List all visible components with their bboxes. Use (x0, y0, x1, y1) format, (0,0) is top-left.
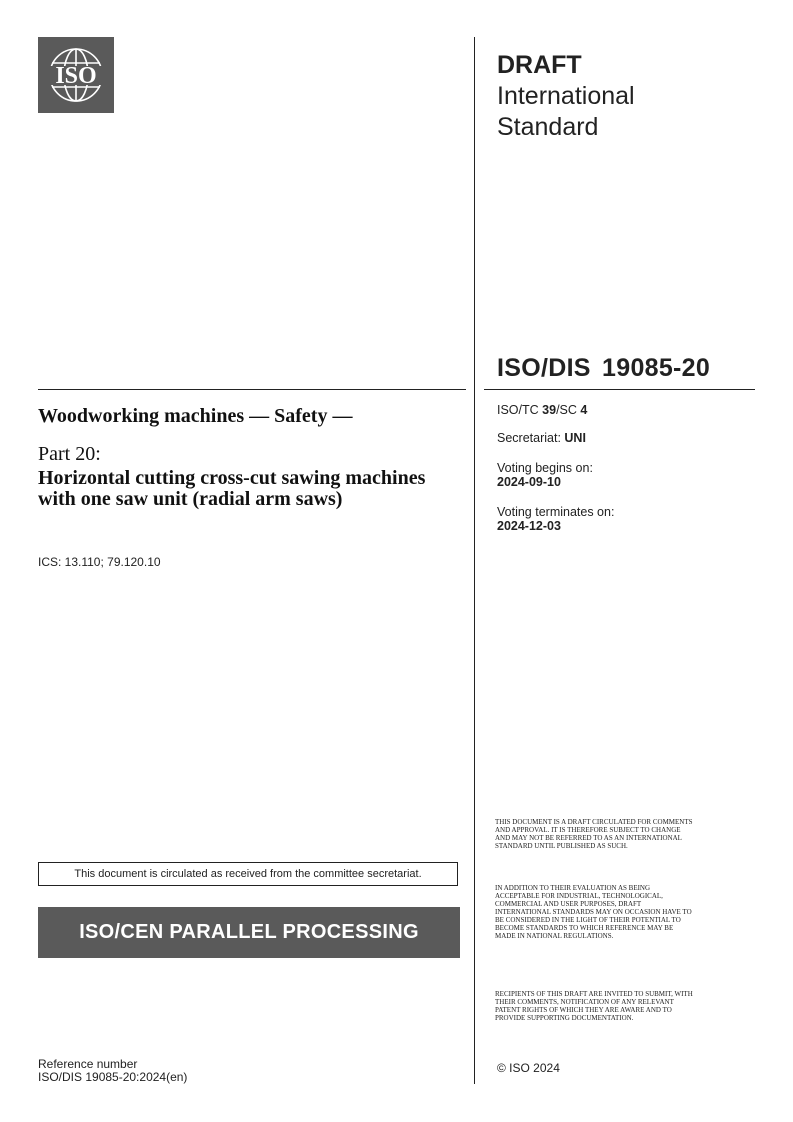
main-title: Woodworking machines — Safety — (38, 405, 353, 427)
iso-globe-icon (38, 37, 114, 113)
part-title: Horizontal cutting cross-cut sawing machines with one saw unit (radial arm saws) (38, 467, 426, 510)
parallel-processing-banner: ISO/CEN PARALLEL PROCESSING (38, 907, 460, 958)
voting-begins-date: 2024-09-10 (497, 475, 561, 489)
reference-label: Reference number (38, 1057, 138, 1071)
disclaimer-paragraph-2: IN ADDITION TO THEIR EVALUATION AS BEING ACCEPTABLE FOR INDUSTRIAL, TECHNOLOGICAL, COMMERCIAL AND USER PURPOSES, DRAFT INTERNATIONAL STANDARDS MAY ON OCCASION HAVE TO BE CONSIDERED IN THE LIGHT OF THEIR POTENTIAL TO BECOME STANDARDS TO WHICH REFERENCE MAY BE MADE IN NATIONAL REGULATIONS. (495, 884, 692, 940)
voting-terminates (497, 505, 614, 533)
committee-prefix: ISO/TC (497, 403, 543, 417)
title-rule-right (484, 389, 755, 390)
draft-label: DRAFT (497, 51, 582, 79)
voting-terminates-label: Voting terminates on: (497, 505, 615, 519)
iso-logo-text: ISO (55, 63, 97, 89)
draft-type-line1: International (497, 82, 635, 110)
reference-value: ISO/DIS 19085-20:2024(en) (38, 1070, 188, 1084)
voting-begins (497, 461, 593, 489)
sc-prefix: /SC (556, 403, 581, 417)
sc-number: 4 (580, 403, 588, 417)
voting-begins-label: Voting begins on: (497, 461, 593, 475)
draft-heading (497, 50, 635, 143)
voting-terminates-date: 2024-12-03 (497, 519, 561, 533)
ics-codes: ICS: 13.110; 79.120.10 (38, 555, 161, 569)
part-label: Part 20: (38, 443, 101, 465)
circulated-note: This document is circulated as received from the committee secretariat. (38, 862, 458, 886)
iso-logo (38, 37, 114, 113)
secretariat-info (497, 431, 586, 445)
reference-number (38, 1058, 187, 1084)
document-number: ISO/DIS 19085-20 (497, 354, 711, 382)
vertical-divider (474, 37, 475, 1084)
secretariat-value: UNI (564, 431, 586, 445)
title-rule-left (38, 389, 466, 390)
disclaimer-paragraph-3: RECIPIENTS OF THIS DRAFT ARE INVITED TO SUBMIT, WITH THEIR COMMENTS, NOTIFICATION OF ANY RELEVANT PATENT RIGHTS OF WHICH THEY ARE AWARE AND TO PROVIDE SUPPORTING DOCUMENTATION. (495, 990, 693, 1022)
draft-type-line2: Standard (497, 113, 599, 141)
disclaimer-paragraph-1: THIS DOCUMENT IS A DRAFT CIRCULATED FOR COMMENTS AND APPROVAL. IT IS THEREFORE SUBJECT TO CHANGE AND MAY NOT BE REFERRED TO AS AN INTERNATIONAL STANDARD UNTIL PUBLISHED AS SUCH. (495, 818, 693, 850)
committee-info (497, 403, 587, 417)
copyright-notice: © ISO 2024 (497, 1061, 560, 1075)
secretariat-label: Secretariat: (497, 431, 565, 445)
tc-number: 39 (542, 403, 557, 417)
